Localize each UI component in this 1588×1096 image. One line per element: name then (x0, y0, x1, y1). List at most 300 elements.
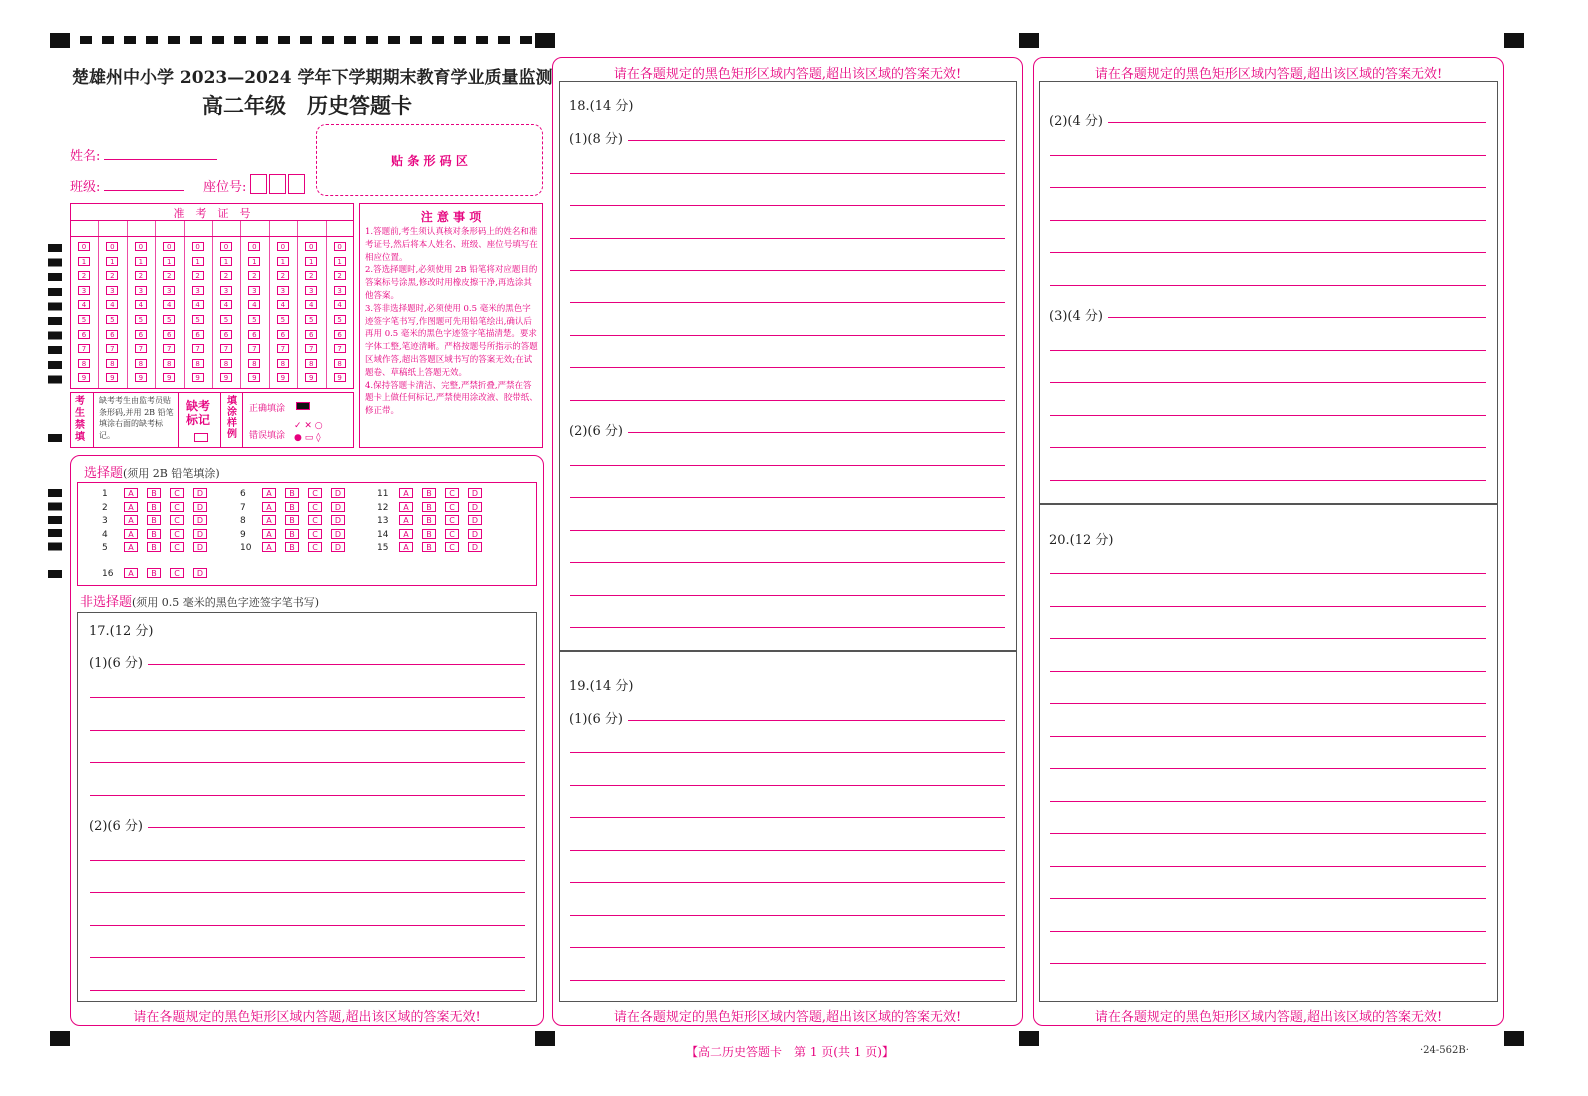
answer-line[interactable] (628, 720, 1005, 721)
exam-id-bubble[interactable]: 5 (192, 315, 204, 324)
choice-title (84, 462, 220, 481)
exam-id-bubble[interactable]: 7 (334, 344, 346, 353)
choice-option-c[interactable]: C (170, 542, 184, 552)
answer-line[interactable] (1050, 252, 1486, 253)
exam-id-column-divider (184, 221, 185, 388)
answer-line[interactable] (1050, 155, 1486, 156)
side-timing-marks (48, 244, 62, 384)
choice-option-c[interactable]: C (170, 568, 184, 578)
exam-id-bubble[interactable]: 2 (135, 271, 147, 280)
forbidden-label: 考生禁填 (75, 396, 85, 443)
choice-option-a[interactable]: A (124, 515, 138, 525)
nonchoice-title (80, 591, 319, 610)
answer-line[interactable] (1050, 703, 1486, 704)
choice-option-b[interactable]: B (422, 529, 436, 539)
choice-option-b[interactable]: B (422, 515, 436, 525)
side-timing-mark (48, 570, 62, 578)
choice-option-a[interactable]: A (124, 502, 138, 512)
exam-id-bubble[interactable]: 2 (248, 271, 260, 280)
exam-id-bubble[interactable]: 6 (220, 330, 232, 339)
choice-option-a[interactable]: A (399, 542, 413, 552)
exam-id-bubble[interactable]: 9 (248, 373, 260, 382)
choice-option-d[interactable]: D (468, 488, 482, 498)
exam-id-bubble[interactable]: 6 (163, 330, 175, 339)
answer-line[interactable] (90, 957, 525, 958)
choice-option-a[interactable]: A (399, 529, 413, 539)
answer-line[interactable] (570, 947, 1005, 948)
choice-option-d[interactable]: D (193, 568, 207, 578)
choice-question-number: 16 (102, 569, 114, 579)
exam-id-bubble[interactable]: 7 (305, 344, 317, 353)
choice-option-b[interactable]: B (147, 568, 161, 578)
exam-id-bubble[interactable]: 9 (135, 373, 147, 382)
absence-instruction: 缺考考生由监考员贴条形码,并用 2B 铅笔填涂右面的缺考标记。 (99, 396, 174, 440)
q19-part2: (2)(4 分) (1049, 114, 1103, 129)
answer-line[interactable] (1050, 382, 1486, 383)
choice-option-a[interactable]: A (399, 488, 413, 498)
choice-option-c[interactable]: C (308, 515, 322, 525)
choice-question-row (102, 502, 216, 513)
choice-option-c[interactable]: C (170, 502, 184, 512)
choice-question-row (102, 529, 216, 540)
exam-id-bubble[interactable]: 8 (334, 359, 346, 368)
choice-question-row (240, 488, 354, 499)
absence-mark-box[interactable] (194, 433, 208, 442)
answer-line[interactable] (90, 892, 525, 893)
choice-question-number: 4 (102, 529, 108, 540)
choice-question-number: 6 (240, 489, 246, 499)
choice-option-d[interactable]: D (468, 529, 482, 539)
choice-option-a[interactable]: A (124, 542, 138, 552)
exam-id-bubble[interactable]: 4 (192, 300, 204, 309)
exam-id-bubble[interactable]: 5 (334, 315, 346, 324)
exam-id-bubble[interactable]: 3 (78, 286, 90, 295)
seat-box[interactable] (250, 174, 267, 194)
answer-line[interactable] (628, 140, 1005, 141)
exam-id-bubble[interactable]: 3 (163, 286, 175, 295)
exam-id-columns (70, 221, 354, 388)
answer-line[interactable] (90, 925, 525, 926)
exam-id-bubble[interactable]: 1 (106, 257, 118, 266)
choice-option-a[interactable]: A (262, 502, 276, 512)
corner-marker (1019, 33, 1039, 48)
choice-option-c[interactable]: C (445, 488, 459, 498)
q19-title: 19.(14 分) (569, 679, 634, 694)
choice-option-d[interactable]: D (193, 488, 207, 498)
answer-line[interactable] (1050, 898, 1486, 899)
choice-option-b[interactable]: B (422, 502, 436, 512)
exam-id-bubble[interactable]: 4 (277, 300, 289, 309)
choice-option-c[interactable]: C (170, 488, 184, 498)
notice-item: 3.答非选择题时,必须使用 0.5 毫米的黑色字迹签字笔书写,作图题可先用铅笔绘出,确认后再用 0.5 毫米的黑色字迹签字笔描清楚。要求字体工整,笔迹清晰。严格按题号所指示的答题区域作答,超出答题区域书写的答案无效;在试题卷、草稿纸上答题无效。 (365, 303, 538, 378)
q19-part3: (3)(4 分) (1049, 309, 1103, 324)
exam-id-bubble[interactable]: 2 (277, 271, 289, 280)
exam-id-bubble[interactable]: 5 (305, 315, 317, 324)
exam-id-bubble[interactable]: 4 (78, 300, 90, 309)
correct-label: 正确填涂 (249, 404, 286, 414)
choice-question-row (377, 515, 491, 526)
answer-line[interactable] (1050, 638, 1486, 639)
answer-line[interactable] (1050, 931, 1486, 932)
choice-option-d[interactable]: D (331, 542, 345, 552)
exam-id-bubble[interactable]: 0 (334, 242, 346, 251)
exam-id-bubble[interactable]: 4 (163, 300, 175, 309)
exam-id-bubble[interactable]: 3 (277, 286, 289, 295)
answer-line[interactable] (1050, 866, 1486, 867)
exam-id-bubble[interactable]: 7 (248, 344, 260, 353)
choice-option-a[interactable]: A (124, 529, 138, 539)
choice-option-c[interactable]: C (445, 515, 459, 525)
answer-line[interactable] (570, 850, 1005, 851)
choice-option-d[interactable]: D (193, 542, 207, 552)
q17-part1: (1)(6 分) (89, 656, 143, 671)
choice-question-number: 14 (377, 529, 389, 540)
choice-option-d[interactable]: D (193, 515, 207, 525)
exam-id-bubble[interactable]: 3 (305, 286, 317, 295)
choice-title-text: 选择题 (84, 466, 124, 481)
choice-option-d[interactable]: D (331, 502, 345, 512)
answer-line[interactable] (90, 730, 525, 731)
choice-option-b[interactable]: B (147, 542, 161, 552)
exam-id-bubble[interactable]: 5 (220, 315, 232, 324)
exam-id-bubble[interactable]: 9 (334, 373, 346, 382)
exam-id-bubble[interactable]: 1 (220, 257, 232, 266)
nonchoice-note: (须用 0.5 毫米的黑色字迹签字笔书写) (132, 596, 320, 609)
exam-id-bubble[interactable]: 0 (277, 242, 289, 251)
choice-option-b[interactable]: B (147, 515, 161, 525)
exam-id-bubble[interactable]: 1 (163, 257, 175, 266)
answer-line[interactable] (1050, 671, 1486, 672)
seat-box[interactable] (269, 174, 286, 194)
exam-id-bubble[interactable]: 7 (135, 344, 147, 353)
name-field[interactable] (104, 159, 217, 160)
exam-id-bubble[interactable]: 9 (106, 373, 118, 382)
choice-question-row (240, 542, 354, 553)
exam-id-column-divider (269, 221, 270, 388)
answer-line[interactable] (1050, 736, 1486, 737)
exam-id-bubble[interactable]: 9 (192, 373, 204, 382)
exam-id-bubble[interactable]: 1 (305, 257, 317, 266)
choice-option-b[interactable]: B (285, 515, 299, 525)
class-field[interactable] (104, 190, 184, 191)
choice-question-number: 2 (102, 502, 108, 513)
exam-id-bubble[interactable]: 7 (78, 344, 90, 353)
warning-right-bottom: 请在各题规定的黑色矩形区域内答题,超出该区域的答案无效! (1094, 1010, 1443, 1025)
warning-middle-top: 请在各题规定的黑色矩形区域内答题,超出该区域的答案无效! (613, 67, 962, 82)
exam-id-bubble[interactable]: 9 (163, 373, 175, 382)
exam-id-bubble[interactable]: 2 (163, 271, 175, 280)
answer-line[interactable] (1108, 122, 1486, 123)
exam-id-bubble[interactable]: 3 (334, 286, 346, 295)
exam-id-bubble[interactable]: 3 (106, 286, 118, 295)
q19-answer-area[interactable] (559, 651, 1017, 1002)
exam-id-bubble[interactable]: 2 (106, 271, 118, 280)
choice-option-b[interactable]: B (147, 488, 161, 498)
choice-option-c[interactable]: C (308, 488, 322, 498)
exam-id-bubble[interactable]: 2 (305, 271, 317, 280)
exam-id-bubble[interactable]: 9 (277, 373, 289, 382)
choice-option-a[interactable]: A (262, 542, 276, 552)
choice-option-c[interactable]: C (308, 502, 322, 512)
exam-id-bubble[interactable]: 6 (305, 330, 317, 339)
answer-line[interactable] (1050, 447, 1486, 448)
choice-option-b[interactable]: B (147, 502, 161, 512)
q18-title: 18.(14 分) (569, 99, 634, 114)
exam-id-bubble[interactable]: 0 (305, 242, 317, 251)
choice-option-a[interactable]: A (124, 568, 138, 578)
answer-line[interactable] (90, 795, 525, 796)
exam-id-bubble[interactable]: 6 (248, 330, 260, 339)
exam-id-bubble[interactable]: 7 (163, 344, 175, 353)
choice-option-d[interactable]: D (468, 502, 482, 512)
exam-id-bubble[interactable]: 2 (78, 271, 90, 280)
exam-id-bubble[interactable]: 8 (192, 359, 204, 368)
answer-line[interactable] (1050, 963, 1486, 964)
answer-line[interactable] (1050, 187, 1486, 188)
choice-option-d[interactable]: D (468, 542, 482, 552)
exam-id-bubble[interactable]: 4 (220, 300, 232, 309)
answer-line[interactable] (570, 915, 1005, 916)
answer-line[interactable] (1050, 606, 1486, 607)
exam-title: 楚雄州中小学 2023—2024 学年下学期期末教育学业质量监测 (72, 68, 553, 88)
seat-label: 座位号: (203, 180, 247, 195)
choice-option-d[interactable]: D (331, 488, 345, 498)
exam-id-bubble[interactable]: 5 (248, 315, 260, 324)
exam-id-bubble[interactable]: 6 (192, 330, 204, 339)
exam-id-bubble[interactable]: 8 (220, 359, 232, 368)
answer-line[interactable] (1050, 220, 1486, 221)
exam-id-bubble[interactable]: 1 (248, 257, 260, 266)
exam-id-bubble[interactable]: 3 (135, 286, 147, 295)
answer-line[interactable] (570, 367, 1005, 368)
answer-line[interactable] (570, 785, 1005, 786)
exam-id-bubble[interactable]: 4 (248, 300, 260, 309)
exam-id-bubble[interactable]: 1 (334, 257, 346, 266)
q17-answer-area[interactable] (77, 612, 537, 1002)
exam-id-bubble[interactable]: 3 (220, 286, 232, 295)
answer-line[interactable] (90, 697, 525, 698)
exam-id-bubble[interactable]: 9 (220, 373, 232, 382)
exam-id-bubble[interactable]: 6 (78, 330, 90, 339)
exam-id-bubble[interactable]: 1 (192, 257, 204, 266)
choice-question-number: 12 (377, 502, 389, 513)
choice-question-row (377, 502, 491, 513)
answer-line[interactable] (1050, 801, 1486, 802)
answer-line[interactable] (570, 562, 1005, 563)
answer-line[interactable] (570, 980, 1005, 981)
answer-line[interactable] (1108, 317, 1486, 318)
choice-option-b[interactable]: B (285, 529, 299, 539)
q19-continued-area[interactable] (1039, 81, 1498, 504)
choice-option-b[interactable]: B (285, 488, 299, 498)
answer-line[interactable] (570, 595, 1005, 596)
exam-id-bubble[interactable]: 8 (277, 359, 289, 368)
answer-line[interactable] (570, 400, 1005, 401)
exam-id-bubble[interactable]: 5 (163, 315, 175, 324)
absence-mark-label: 缺考标记 (186, 399, 211, 427)
exam-id-bubble[interactable]: 8 (78, 359, 90, 368)
corner-marker (1504, 1031, 1524, 1046)
choice-option-c[interactable]: C (445, 542, 459, 552)
exam-id-bubble[interactable]: 6 (334, 330, 346, 339)
exam-id-bubble[interactable]: 3 (192, 286, 204, 295)
answer-line[interactable] (90, 860, 525, 861)
footer-code: ·24-562B· (1420, 1045, 1469, 1056)
answer-line[interactable] (570, 205, 1005, 206)
exam-id-bubble[interactable]: 2 (334, 271, 346, 280)
exam-id-bubble[interactable]: 1 (135, 257, 147, 266)
choice-option-d[interactable]: D (193, 529, 207, 539)
exam-id-bubble[interactable]: 0 (78, 242, 90, 251)
answer-line[interactable] (570, 302, 1005, 303)
exam-id-bubble[interactable]: 6 (277, 330, 289, 339)
exam-id-bubble[interactable]: 5 (135, 315, 147, 324)
exam-id-bubble[interactable]: 4 (334, 300, 346, 309)
choice-option-b[interactable]: B (147, 529, 161, 539)
exam-id-bubble[interactable]: 8 (163, 359, 175, 368)
exam-id-bubble[interactable]: 2 (220, 271, 232, 280)
exam-id-bubble[interactable]: 3 (248, 286, 260, 295)
answer-line[interactable] (570, 627, 1005, 628)
exam-id-bubble[interactable]: 5 (106, 315, 118, 324)
exam-id-bubble[interactable]: 7 (220, 344, 232, 353)
exam-id-column-divider (127, 221, 128, 388)
choice-option-c[interactable]: C (308, 542, 322, 552)
choice-question-number: 8 (240, 516, 246, 526)
choice-option-a[interactable]: A (124, 488, 138, 498)
answer-line[interactable] (628, 432, 1005, 433)
answer-line[interactable] (1050, 768, 1486, 769)
warning-left-bottom: 请在各题规定的黑色矩形区域内答题,超出该区域的答案无效! (133, 1010, 481, 1025)
choice-option-b[interactable]: B (285, 542, 299, 552)
choice-option-b[interactable]: B (422, 488, 436, 498)
answer-line[interactable] (1050, 285, 1486, 286)
exam-id-bubble[interactable]: 0 (220, 242, 232, 251)
answer-line[interactable] (570, 817, 1005, 818)
exam-id-bubble[interactable]: 8 (305, 359, 317, 368)
answer-line[interactable] (90, 762, 525, 763)
exam-id-bubble[interactable]: 1 (277, 257, 289, 266)
exam-id-bubble[interactable]: 5 (78, 315, 90, 324)
choice-question-number: 13 (377, 516, 389, 526)
exam-id-bubble[interactable]: 0 (163, 242, 175, 251)
answer-line[interactable] (570, 238, 1005, 239)
choice-note: (须用 2B 铅笔填涂) (123, 467, 220, 480)
choice-question-row (102, 542, 216, 553)
choice-option-c[interactable]: C (170, 515, 184, 525)
sample-label: 填涂样例 (227, 396, 237, 440)
q18-answer-area[interactable] (559, 81, 1017, 651)
answer-line[interactable] (1050, 415, 1486, 416)
side-timing-marks (48, 489, 62, 555)
q18-part1: (1)(8 分) (569, 132, 623, 147)
exam-id-bubble[interactable]: 7 (106, 344, 118, 353)
answer-line[interactable] (1050, 350, 1486, 351)
barcode-label: 贴 条 形 码 区 (391, 154, 468, 168)
exam-id-bubble[interactable]: 1 (78, 257, 90, 266)
name-label: 姓名: (70, 149, 101, 164)
choice-option-c[interactable]: C (445, 502, 459, 512)
notice-item: 4.保持答题卡清洁、完整,严禁折叠,严禁在答题卡上做任何标记,严禁使用涂改液、胶带纸、修正带。 (365, 380, 538, 417)
choice-option-a[interactable]: A (262, 529, 276, 539)
exam-id-bubble[interactable]: 8 (248, 359, 260, 368)
exam-id-bubble[interactable]: 0 (106, 242, 118, 251)
choice-option-c[interactable]: C (445, 529, 459, 539)
exam-id-bubble[interactable]: 9 (305, 373, 317, 382)
answer-line[interactable] (148, 664, 525, 665)
q18-part2: (2)(6 分) (569, 424, 623, 439)
answer-line[interactable] (570, 882, 1005, 883)
answer-line[interactable] (1050, 480, 1486, 481)
choice-option-c[interactable]: C (170, 529, 184, 539)
answer-line[interactable] (570, 530, 1005, 531)
answer-line[interactable] (148, 827, 525, 828)
answer-line[interactable] (570, 752, 1005, 753)
choice-option-a[interactable]: A (399, 502, 413, 512)
exam-id-bubble[interactable]: 6 (135, 330, 147, 339)
exam-id-bubble[interactable]: 0 (248, 242, 260, 251)
choice-option-a[interactable]: A (399, 515, 413, 525)
exam-id-bubble[interactable]: 2 (192, 271, 204, 280)
exam-id-bubble[interactable]: 8 (106, 359, 118, 368)
choice-option-a[interactable]: A (262, 488, 276, 498)
exam-id-bubble[interactable]: 0 (192, 242, 204, 251)
answer-line[interactable] (570, 173, 1005, 174)
choice-option-d[interactable]: D (468, 515, 482, 525)
exam-id-column-divider (155, 221, 156, 388)
exam-id-column-divider (240, 221, 241, 388)
answer-line[interactable] (570, 335, 1005, 336)
notice-items (365, 226, 538, 444)
answer-line[interactable] (1050, 573, 1486, 574)
seat-box[interactable] (288, 174, 305, 194)
choice-option-c[interactable]: C (308, 529, 322, 539)
exam-id-bubble[interactable]: 7 (192, 344, 204, 353)
exam-id-bubble[interactable]: 9 (78, 373, 90, 382)
answer-line[interactable] (90, 990, 525, 991)
answer-line[interactable] (570, 465, 1005, 466)
exam-id-bubble[interactable]: 8 (135, 359, 147, 368)
exam-id-bubble[interactable]: 6 (106, 330, 118, 339)
choice-question-row (102, 515, 216, 526)
exam-id-bubble[interactable]: 4 (106, 300, 118, 309)
exam-id-column-divider (212, 221, 213, 388)
choice-option-d[interactable]: D (193, 502, 207, 512)
choice-question-row (102, 568, 216, 579)
timing-track (80, 36, 532, 44)
choice-option-a[interactable]: A (262, 515, 276, 525)
choice-option-d[interactable]: D (331, 529, 345, 539)
exam-id-bubble[interactable]: 4 (135, 300, 147, 309)
notice-title: 注 意 事 项 (420, 210, 482, 224)
exam-id-bubble[interactable]: 5 (277, 315, 289, 324)
exam-id-bubble[interactable]: 7 (277, 344, 289, 353)
exam-id-bubble[interactable]: 4 (305, 300, 317, 309)
choice-question-row (377, 488, 491, 499)
choice-question-row (240, 515, 354, 526)
class-label: 班级: (70, 180, 101, 195)
choice-option-d[interactable]: D (331, 515, 345, 525)
choice-option-b[interactable]: B (285, 502, 299, 512)
answer-line[interactable] (570, 497, 1005, 498)
answer-line[interactable] (1050, 833, 1486, 834)
corner-marker (535, 33, 555, 48)
q20-answer-area[interactable] (1039, 504, 1498, 1002)
choice-question-number: 5 (102, 543, 108, 553)
answer-line[interactable] (570, 270, 1005, 271)
choice-option-b[interactable]: B (422, 542, 436, 552)
exam-id-bubble[interactable]: 0 (135, 242, 147, 251)
